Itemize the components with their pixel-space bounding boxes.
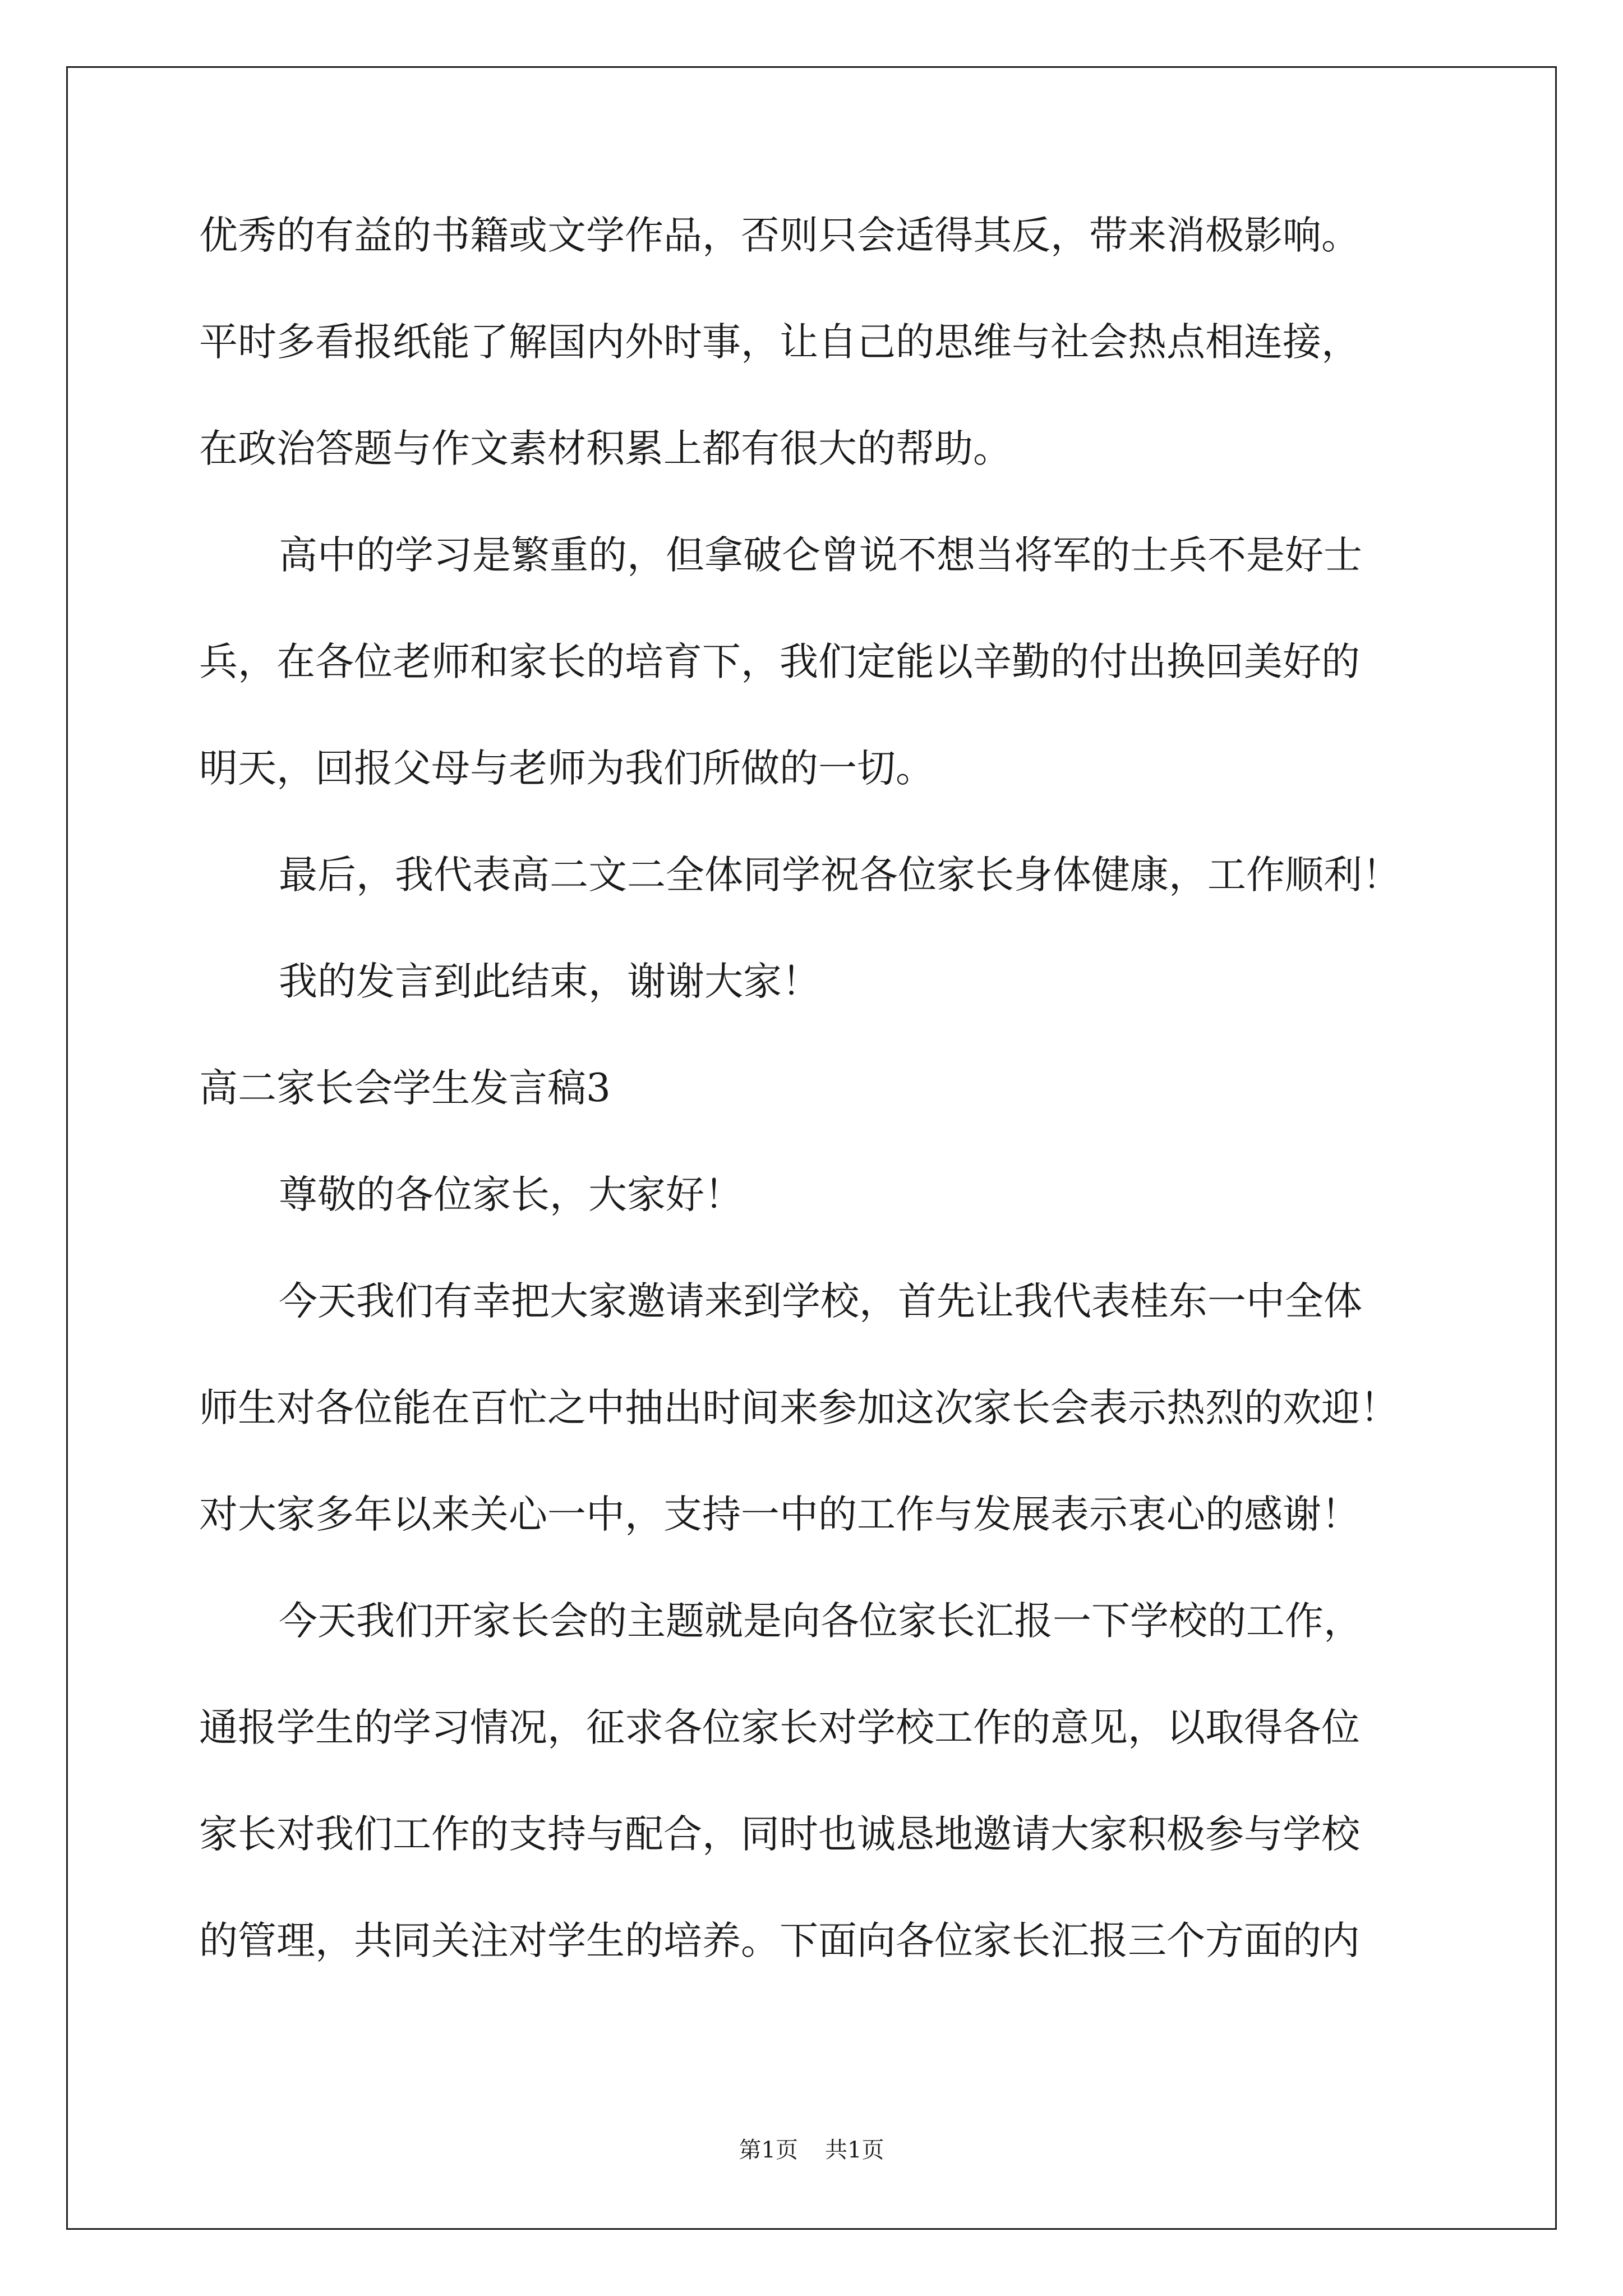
- section-heading: 高二家长会学生发言稿3: [199, 1066, 611, 1111]
- text-line: 兵，在各位老师和家长的培育下，我们定能以辛勤的付出换回美好的: [199, 639, 1360, 684]
- paragraph-start-line: 今天我们开家长会的主题就是向各位家长汇报一下学校的工作，: [279, 1599, 1362, 1644]
- text-line: 明天，回报父母与老师为我们所做的一切。: [199, 746, 934, 791]
- text-line: 平时多看报纸能了解国内外时事，让自己的思维与社会热点相连接，: [199, 320, 1360, 365]
- paragraph-start-line: 我的发言到此结束，谢谢大家！: [279, 959, 820, 1004]
- paragraph-start-line: 最后，我代表高二文二全体同学祝各位家长身体健康，工作顺利！: [279, 853, 1401, 898]
- document-body: [199, 210, 1433, 2022]
- page-total: 共1页: [825, 2137, 884, 2163]
- text-line: 的管理，共同关注对学生的培养。下面向各位家长汇报三个方面的内: [199, 1918, 1360, 1963]
- page-footer: [0, 2136, 1623, 2164]
- text-line: 在政治答题与作文素材积累上都有很大的帮助。: [199, 426, 1012, 471]
- text-line: 通报学生的学习情况，征求各位家长对学校工作的意见，以取得各位: [199, 1705, 1360, 1750]
- paragraph-start-line: 今天我们有幸把大家邀请来到学校，首先让我代表桂东一中全体: [279, 1279, 1362, 1324]
- salutation-line: 尊敬的各位家长，大家好！: [279, 1172, 743, 1217]
- text-line: 对大家多年以来关心一中，支持一中的工作与发展表示衷心的感谢！: [199, 1492, 1360, 1537]
- page-number: 第1页: [739, 2137, 798, 2163]
- text-line: 师生对各位能在百忙之中抽出时间来参加这次家长会表示热烈的欢迎！: [199, 1386, 1399, 1430]
- text-line: 优秀的有益的书籍或文学作品，否则只会适得其反，带来消极影响。: [199, 213, 1360, 258]
- paragraph-start-line: 高中的学习是繁重的，但拿破仑曾说不想当将军的士兵不是好士: [279, 533, 1362, 578]
- text-line: 家长对我们工作的支持与配合，同时也诚恳地邀请大家积极参与学校: [199, 1812, 1360, 1857]
